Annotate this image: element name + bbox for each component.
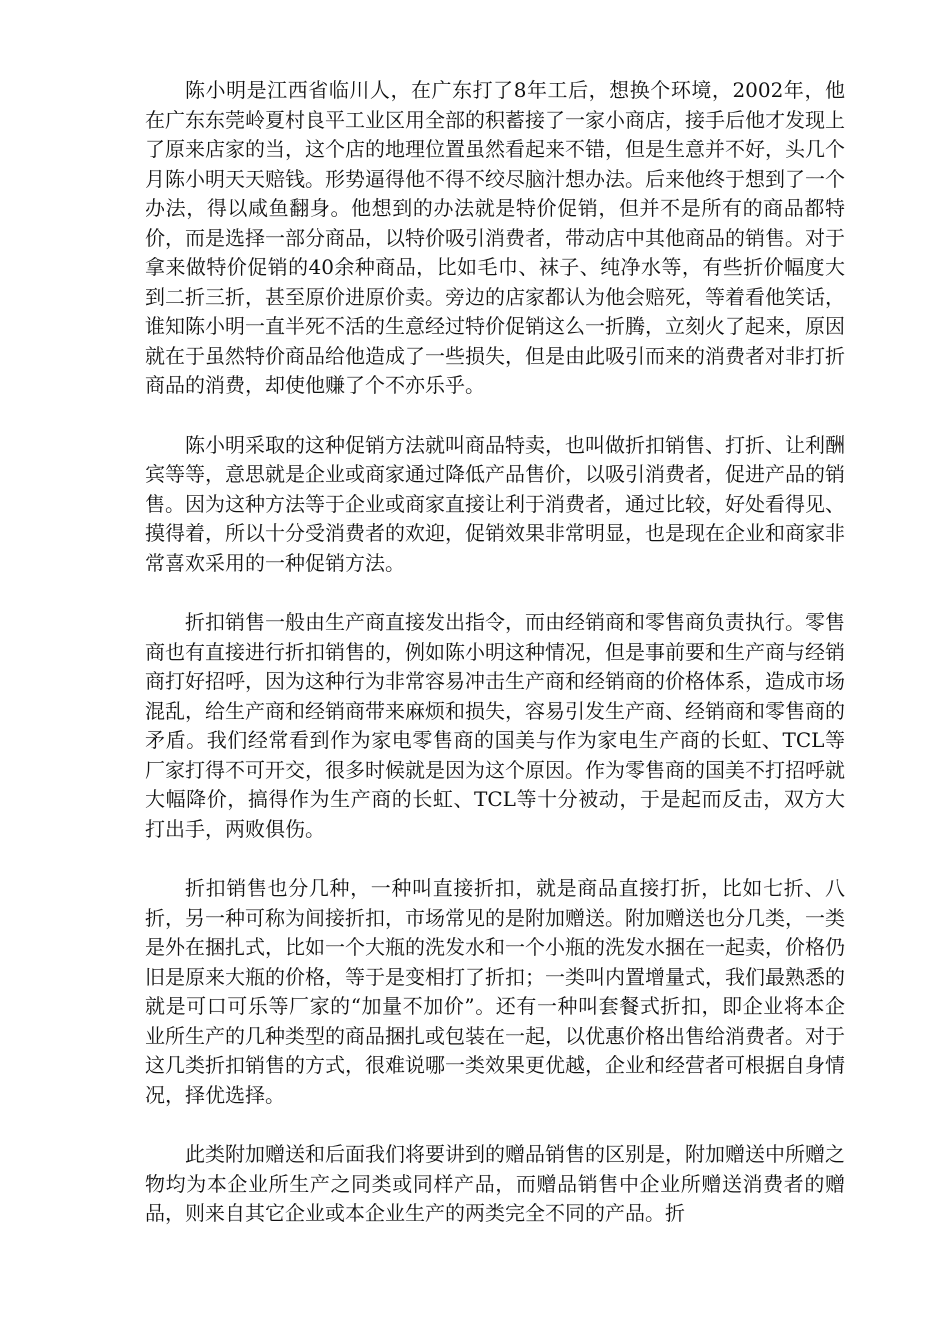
paragraph-5: 此类附加赠送和后面我们将要讲到的赠品销售的区别是，附加赠送中所赠之物均为本企业所生产之同类或同样产品，而赠品销售中企业所赠送消费者的赠品，则来自其它企业或本企业生产的两类完全不同的产品。折 [145, 1142, 845, 1225]
document-body [145, 76, 845, 1259]
paragraph-3: 折扣销售一般由生产商直接发出指令，而由经销商和零售商负责执行。零售商也有直接进行折扣销售的，例如陈小明这种情况，但是事前要和生产商与经销商打好招呼，因为这种行为非常容易冲击生产商和经销商的价格体系，造成市场混乱，给生产商和经销商带来麻烦和损失，容易引发生产商、经销商和零售商的矛盾。我们经常看到作为家电零售商的国美与作为家电生产商的长虹、TCL等厂家打得不可开交，很多时候就是因为这个原因。作为零售商的国美不打招呼就大幅降价，搞得作为生产商的长虹、TCL等十分被动，于是起而反击，双方大打出手，两败俱伤。 [145, 610, 845, 841]
paragraph-2: 陈小明采取的这种促销方法就叫商品特卖，也叫做折扣销售、打折、让利酬宾等等，意思就是企业或商家通过降低产品售价，以吸引消费者，促进产品的销售。因为这种方法等于企业或商家直接让利于消费者，通过比较，好处看得见、摸得着，所以十分受消费者的欢迎，促销效果非常明显，也是现在企业和商家非常喜欢采用的一种促销方法。 [145, 432, 845, 575]
paragraph-4: 折扣销售也分几种，一种叫直接折扣，就是商品直接打折，比如七折、八折，另一种可称为间接折扣，市场常见的是附加赠送。附加赠送也分几类，一类是外在捆扎式，比如一个大瓶的洗发水和一个小瓶的洗发水捆在一起卖，价格仍旧是原来大瓶的价格，等于是变相打了折扣；一类叫内置增量式，我们最熟悉的就是可口可乐等厂家的“加量不加价”。还有一种叫套餐式折扣，即企业将本企业所生产的几种类型的商品捆扎或包装在一起，以优惠价格出售给消费者。对于这几类折扣销售的方式，很难说哪一类效果更优越，企业和经营者可根据自身情况，择优选择。 [145, 876, 845, 1107]
paragraph-1: 陈小明是江西省临川人，在广东打了8年工后，想换个环境，2002年，他在广东东莞岭夏村良平工业区用全部的积蓄接了一家小商店，接手后他才发现上了原来店家的当，这个店的地理位置虽然看起来不错，但是生意并不好，头几个月陈小明天天赔钱。形势逼得他不得不绞尽脑汁想办法。后来他终于想到了一个办法，得以咸鱼翻身。他想到的办法就是特价促销，但并不是所有的商品都特价，而是选择一部分商品，以特价吸引消费者，带动店中其他商品的销售。对于拿来做特价促销的40余种商品，比如毛巾、袜子、纯净水等，有些折价幅度大到二折三折，甚至原价进原价卖。旁边的店家都认为他会赔死，等着看他笑话，谁知陈小明一直半死不活的生意经过特价促销这么一折腾，立刻火了起来，原因就在于虽然特价商品给他造成了一些损失，但是由此吸引而来的消费者对非打折商品的消费，却使他赚了个不亦乐乎。 [145, 78, 845, 397]
